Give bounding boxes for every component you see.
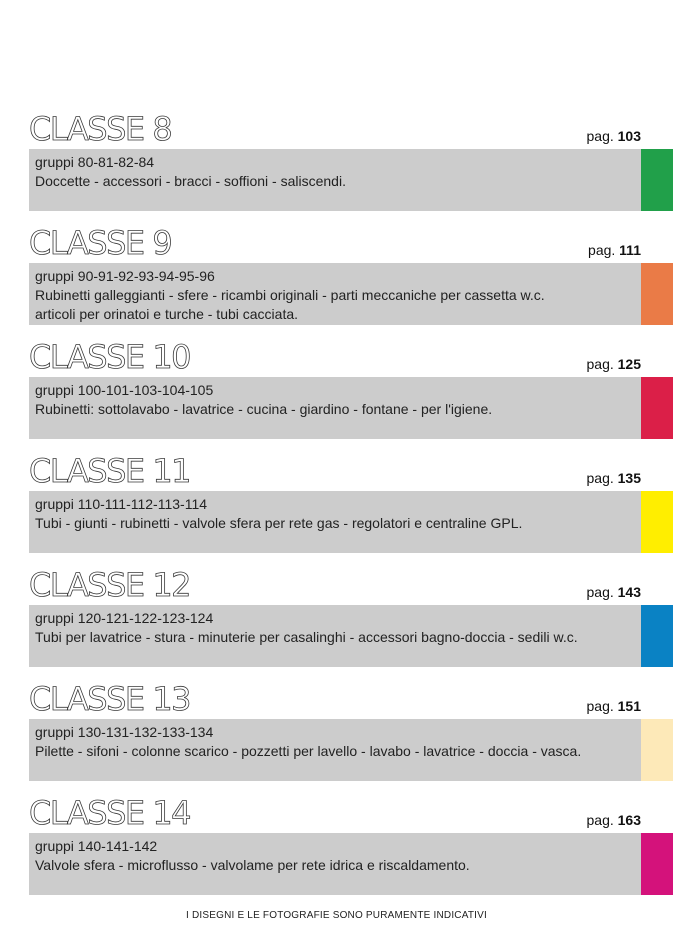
class-title: CLASSE 14	[29, 794, 191, 832]
page-label: pag.	[586, 698, 614, 714]
page-reference	[587, 584, 642, 600]
page-number: 125	[617, 356, 641, 372]
groups-line: gruppi 100-101-103-104-105	[35, 382, 214, 398]
page-label: pag.	[586, 128, 614, 144]
groups-line: gruppi 80-81-82-84	[35, 154, 155, 170]
class-section	[29, 566, 673, 669]
class-title: CLASSE 9	[29, 224, 172, 262]
description-line: Tubi - giunti - rubinetti - valvole sfera per rete gas - regolatori e centraline GPL.	[35, 515, 523, 531]
page-reference	[587, 356, 642, 372]
groups-line: gruppi 90-91-92-93-94-95-96	[35, 268, 215, 284]
description-line: Rubinetti galleggianti - sfere - ricambi originali - parti meccaniche per cassetta w.c.	[35, 287, 545, 303]
description-line: articoli per orinatoi e turche - tubi cacciata.	[35, 306, 299, 322]
page-reference	[587, 128, 642, 144]
page-number: 143	[617, 584, 641, 600]
class-description-box	[29, 263, 641, 325]
page-reference	[587, 470, 642, 486]
page-label: pag.	[586, 470, 614, 486]
color-tab	[641, 491, 673, 553]
page-number: 163	[617, 812, 641, 828]
class-title: CLASSE 12	[29, 566, 191, 604]
class-description-box	[29, 149, 641, 211]
class-description-box	[29, 719, 641, 781]
page-number: 111	[619, 242, 641, 258]
description-line: Doccette - accessori - bracci - soffioni - saliscendi.	[35, 173, 346, 189]
class-title: CLASSE 11	[29, 452, 191, 490]
description-line: Pilette - sifoni - colonne scarico - pozzetti per lavello - lavabo - lavatrice - doccia - vasca.	[35, 743, 582, 759]
page-number: 151	[617, 698, 641, 714]
groups-line: gruppi 110-111-112-113-114	[35, 496, 208, 512]
class-section	[29, 338, 673, 441]
description-line: Rubinetti: sottolavabo - lavatrice - cucina - giardino - fontane - per l'igiene.	[35, 401, 493, 417]
page-label: pag.	[586, 356, 614, 372]
groups-line: gruppi 130-131-132-133-134	[35, 724, 214, 740]
page-reference	[587, 812, 642, 828]
groups-line: gruppi 120-121-122-123-124	[35, 610, 214, 626]
class-title: CLASSE 10	[29, 338, 191, 376]
color-tab	[641, 833, 673, 895]
class-section	[29, 110, 673, 213]
color-tab	[641, 377, 673, 439]
page-number: 135	[617, 470, 641, 486]
page-reference	[588, 242, 641, 258]
page-label: pag.	[586, 584, 614, 600]
description-line: Tubi per lavatrice - stura - minuterie per casalinghi - accessori bagno-doccia - sedili w.c.	[35, 629, 578, 645]
color-tab	[641, 263, 673, 325]
page-label: pag.	[586, 812, 614, 828]
class-description-box	[29, 491, 641, 553]
class-description-box	[29, 833, 641, 895]
class-title: CLASSE 13	[29, 680, 191, 718]
class-description-box	[29, 377, 641, 439]
groups-line: gruppi 140-141-142	[35, 838, 158, 854]
page-label: pag.	[588, 242, 616, 258]
color-tab	[641, 719, 673, 781]
color-tab	[641, 149, 673, 211]
disclaimer-footer: I DISEGNI E LE FOTOGRAFIE SONO PURAMENTE INDICATIVI	[186, 910, 487, 921]
page-number: 103	[617, 128, 641, 144]
class-title: CLASSE 8	[29, 110, 172, 148]
color-tab	[641, 605, 673, 667]
class-description-box	[29, 605, 641, 667]
page-reference	[587, 698, 642, 714]
class-section	[29, 452, 673, 555]
class-section	[29, 224, 673, 327]
description-line: Valvole sfera - microflusso - valvolame per rete idrica e riscaldamento.	[35, 857, 470, 873]
class-section	[29, 794, 673, 897]
class-section	[29, 680, 673, 783]
